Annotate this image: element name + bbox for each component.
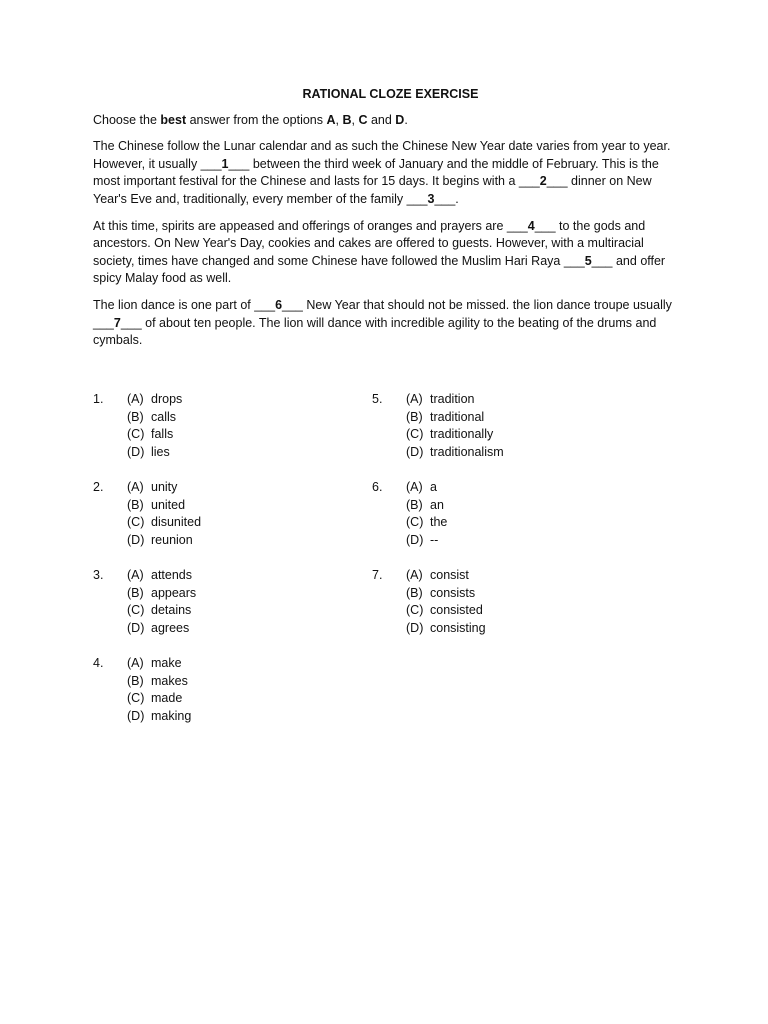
option-item[interactable]	[127, 655, 191, 673]
passage-text: ___.	[434, 191, 459, 206]
option-letter: (B)	[127, 409, 144, 424]
passage-text: ___ between the third week of January and the middle of February. This is the most important festival for the Chinese and lasts for 15 days. It begins with a ___	[93, 156, 659, 189]
instruction-part: answer from the options	[186, 112, 327, 127]
question-item	[372, 479, 652, 567]
option-text: a	[430, 480, 437, 494]
option-item[interactable]	[127, 444, 182, 462]
option-text: detains	[151, 603, 192, 618]
option-letter: (D)	[406, 444, 424, 459]
option-item[interactable]	[406, 567, 486, 585]
blank-number: 3	[427, 191, 435, 206]
passage-paragraph-1	[93, 138, 678, 208]
option-item[interactable]	[406, 514, 447, 532]
page-title: RATIONAL CLOZE EXERCISE	[302, 87, 479, 101]
option-item[interactable]	[127, 479, 201, 497]
option-letter: (A)	[127, 568, 144, 582]
passage-paragraph-3	[93, 297, 678, 350]
option-text: making	[151, 708, 192, 723]
option-letter: (D)	[406, 532, 424, 547]
question-item	[93, 479, 373, 567]
option-item[interactable]	[406, 426, 504, 444]
option-item[interactable]	[127, 497, 201, 515]
option-letter: (D)	[127, 444, 145, 459]
question-number: 1.	[93, 392, 104, 406]
option-letter-c: C	[358, 112, 368, 127]
instruction-part: .	[404, 112, 408, 127]
option-text: make	[151, 656, 182, 670]
question-item	[93, 655, 373, 743]
question-item	[93, 567, 373, 655]
option-item[interactable]	[127, 673, 191, 691]
option-list	[127, 391, 182, 461]
option-text: agrees	[151, 620, 190, 635]
passage-text: ___ and offer spicy Malay food as well.	[93, 253, 666, 286]
blank-number: 1	[221, 156, 229, 171]
option-list	[127, 479, 201, 549]
passage-text: At this time, spirits are appeased and offerings of oranges and prayers are ___	[93, 218, 528, 233]
blank-number: 7	[113, 315, 121, 330]
option-text: the	[430, 515, 448, 530]
option-text: unity	[151, 480, 178, 494]
option-letter-b: B	[342, 112, 352, 127]
document-body	[93, 86, 678, 359]
instruction-emphasis: best	[160, 112, 187, 127]
option-item[interactable]	[406, 479, 447, 497]
option-letter-d: D	[395, 112, 405, 127]
option-text: makes	[151, 673, 188, 688]
blank-number: 2	[539, 174, 547, 189]
option-text: consist	[430, 568, 469, 582]
option-item[interactable]	[127, 567, 196, 585]
option-letter: (C)	[127, 427, 145, 442]
option-letter: (A)	[406, 480, 423, 494]
option-letter: (D)	[127, 708, 145, 723]
option-letter: (A)	[406, 568, 423, 582]
option-item[interactable]	[406, 620, 486, 638]
option-text: traditionally	[430, 427, 494, 442]
question-number: 4.	[93, 656, 104, 670]
option-letter: (C)	[127, 515, 145, 530]
passage-text: ___ New Year that should not be missed. the lion dance troupe usually ___	[93, 297, 672, 330]
instruction-text	[93, 112, 678, 130]
option-letter: (C)	[406, 603, 424, 618]
option-item[interactable]	[406, 532, 447, 550]
option-item[interactable]	[406, 585, 486, 603]
option-text: disunited	[151, 515, 202, 530]
option-list	[406, 391, 504, 461]
option-letter: (A)	[127, 392, 144, 406]
passage-text: ___ to the gods and ancestors. On New Year's Day, cookies and cakes are offered to guests. However, with a multiracial society, times have changed and some Chinese have followed the Muslim Hari Raya ___	[93, 218, 646, 268]
option-item[interactable]	[406, 602, 486, 620]
option-item[interactable]	[127, 391, 182, 409]
option-text: reunion	[151, 532, 193, 547]
passage-paragraph-2	[93, 218, 678, 288]
option-item[interactable]	[406, 444, 504, 462]
option-item[interactable]	[127, 514, 201, 532]
option-letter: (A)	[127, 656, 144, 670]
passage-text: ___ of about ten people. The lion will dance with incredible agility to the beating of the drums and cymbals.	[93, 315, 657, 348]
option-text: --	[430, 532, 439, 547]
passage-text: ___ dinner on New Year's Eve and, traditionally, every member of the family ___	[93, 174, 652, 206]
option-letter: (B)	[406, 409, 423, 424]
option-letter: (B)	[127, 673, 144, 688]
option-letter-a: A	[326, 112, 336, 127]
option-letter: (A)	[127, 480, 144, 494]
blank-number: 4	[527, 218, 535, 233]
option-list	[406, 479, 447, 549]
option-text: made	[151, 691, 183, 706]
option-list	[127, 567, 196, 637]
option-letter: (B)	[406, 497, 423, 512]
option-text: falls	[151, 427, 174, 442]
questions-right-column	[372, 391, 652, 655]
option-letter: (B)	[127, 585, 144, 600]
option-text: tradition	[430, 392, 475, 406]
question-number: 6.	[372, 480, 383, 494]
option-letter: (B)	[406, 585, 423, 600]
option-item[interactable]	[406, 409, 504, 427]
option-text: an	[430, 497, 444, 512]
option-letter: (D)	[127, 532, 145, 547]
option-letter: (C)	[127, 603, 145, 618]
option-text: appears	[151, 585, 197, 600]
option-item[interactable]	[127, 409, 182, 427]
instruction-part: ,	[335, 112, 343, 127]
question-number: 3.	[93, 568, 104, 582]
option-text: drops	[151, 392, 183, 406]
option-text: attends	[151, 568, 193, 582]
option-item[interactable]	[127, 620, 196, 638]
question-number: 2.	[93, 480, 104, 494]
option-text: lies	[151, 444, 170, 459]
option-text: calls	[151, 409, 177, 424]
option-item[interactable]	[127, 585, 196, 603]
option-text: consists	[430, 585, 476, 600]
blank-number: 5	[584, 253, 592, 268]
option-text: traditional	[430, 409, 485, 424]
question-number: 7.	[372, 568, 383, 582]
question-item	[93, 391, 373, 479]
option-item[interactable]	[127, 690, 191, 708]
option-text: united	[151, 497, 186, 512]
option-item[interactable]	[127, 708, 191, 726]
option-letter: (C)	[406, 515, 424, 530]
blank-number: 6	[275, 297, 283, 312]
option-letter: (D)	[127, 620, 145, 635]
instruction-part: ,	[351, 112, 359, 127]
instruction-part: and	[367, 112, 396, 127]
question-item	[372, 567, 652, 655]
option-letter: (B)	[127, 497, 144, 512]
passage-text: The Chinese follow the Lunar calendar and as such the Chinese New Year date varies from year to year. However, it usually ___	[93, 139, 671, 171]
option-list	[406, 567, 486, 637]
passage-text: The lion dance is one part of ___	[93, 297, 276, 312]
option-list	[127, 655, 191, 725]
option-item[interactable]	[406, 391, 504, 409]
option-letter: (C)	[406, 427, 424, 442]
option-text: traditionalism	[430, 444, 504, 459]
option-letter: (D)	[406, 620, 424, 635]
option-text: consisting	[430, 620, 486, 635]
question-number: 5.	[372, 392, 383, 406]
questions-left-column	[93, 391, 373, 743]
option-item[interactable]	[127, 426, 182, 444]
question-item	[372, 391, 652, 479]
option-item[interactable]	[127, 532, 201, 550]
instruction-part: Choose the	[93, 112, 161, 127]
option-letter: (A)	[406, 392, 423, 406]
option-letter: (C)	[127, 691, 145, 706]
option-item[interactable]	[127, 602, 196, 620]
option-item[interactable]	[406, 497, 447, 515]
option-text: consisted	[430, 603, 483, 618]
